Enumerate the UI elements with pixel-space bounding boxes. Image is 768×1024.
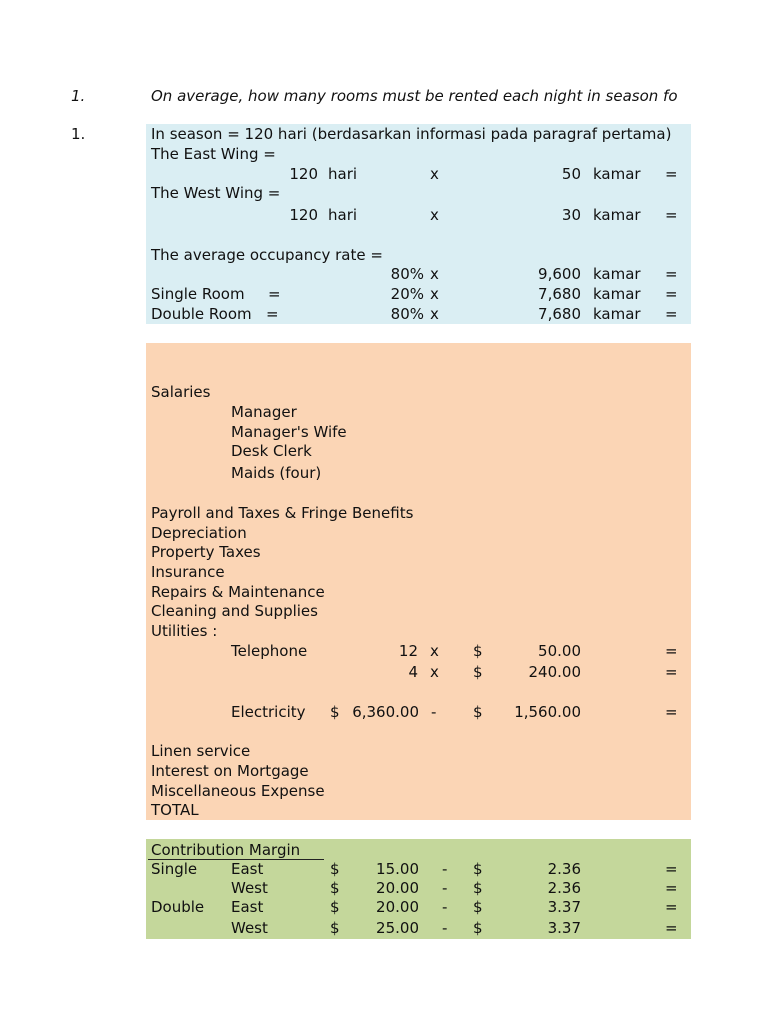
cm-op: -	[442, 860, 448, 878]
double-room-eq: =	[665, 305, 678, 323]
telephone2-currency: $	[473, 663, 483, 681]
west-days-unit: hari	[328, 206, 358, 224]
cm-price: 25.00	[376, 919, 419, 937]
double-room-eq1: =	[266, 305, 279, 323]
telephone-qty: 12	[398, 642, 418, 660]
contribution-title: Contribution Margin	[151, 841, 301, 859]
salaries-label: Salaries	[151, 383, 211, 401]
cm-wing: East	[231, 898, 264, 916]
west-wing-label: The West Wing =	[151, 184, 281, 202]
double-room-unit: kamar	[593, 305, 641, 323]
single-room-eq: =	[665, 285, 678, 303]
telephone-op: x	[430, 642, 439, 660]
east-days: 120	[289, 165, 318, 183]
east-days-unit: hari	[328, 165, 358, 183]
double-room-op: x	[430, 305, 439, 323]
telephone-amount: 50.00	[538, 642, 581, 660]
electricity-currency1: $	[330, 703, 340, 721]
cm-op: -	[442, 898, 448, 916]
cm-eq: =	[665, 919, 678, 937]
double-room-val: 7,680	[538, 305, 581, 323]
occupancy-val: 9,600	[538, 265, 581, 283]
cm-wing: West	[231, 879, 268, 897]
single-room-pct: 20%	[390, 285, 424, 303]
electricity-amount1: 6,360.00	[352, 703, 419, 721]
occupancy-eq: =	[665, 265, 678, 283]
electricity-eq: =	[665, 703, 678, 721]
telephone2-eq: =	[665, 663, 678, 681]
occupancy-label: The average occupancy rate =	[151, 246, 383, 264]
expense-item: Linen service	[151, 742, 251, 760]
cm-op: -	[442, 919, 448, 937]
cm-currency: $	[473, 898, 483, 916]
cm-eq: =	[665, 860, 678, 878]
expense-item: Repairs & Maintenance	[151, 583, 325, 601]
single-room-unit: kamar	[593, 285, 641, 303]
single-room-eq1: =	[268, 285, 281, 303]
occupancy-op: x	[430, 265, 439, 283]
expense-item: Property Taxes	[151, 543, 261, 561]
electricity-label: Electricity	[231, 703, 306, 721]
expense-item: Utilities :	[151, 622, 218, 640]
cm-price: 15.00	[376, 860, 419, 878]
single-room-val: 7,680	[538, 285, 581, 303]
telephone2-op: x	[430, 663, 439, 681]
west-op: x	[430, 206, 439, 224]
cm-wing: East	[231, 860, 264, 878]
cm-price: 20.00	[376, 879, 419, 897]
cm-currency: $	[330, 919, 340, 937]
cm-cost: 3.37	[547, 898, 581, 916]
electricity-amount2: 1,560.00	[514, 703, 581, 721]
cm-currency: $	[330, 879, 340, 897]
electricity-op: -	[431, 703, 437, 721]
cm-cost: 3.37	[547, 919, 581, 937]
cm-cost: 2.36	[547, 860, 581, 878]
cm-currency: $	[473, 879, 483, 897]
cm-cost: 2.36	[547, 879, 581, 897]
expense-item: Depreciation	[151, 524, 247, 542]
salary-item: Desk Clerk	[231, 442, 312, 460]
salary-item: Manager	[231, 403, 297, 421]
cm-currency: $	[330, 860, 340, 878]
west-days: 120	[289, 206, 318, 224]
cm-wing: West	[231, 919, 268, 937]
answer-number: 1.	[71, 125, 86, 143]
in-season-text: In season = 120 hari (berdasarkan informasi pada paragraf pertama)	[151, 125, 672, 143]
east-eq: =	[665, 165, 678, 183]
cm-type: Single	[151, 860, 198, 878]
double-room-label: Double Room	[151, 305, 252, 323]
telephone-currency: $	[473, 642, 483, 660]
cm-eq: =	[665, 879, 678, 897]
expense-item: Cleaning and Supplies	[151, 602, 318, 620]
telephone-eq: =	[665, 642, 678, 660]
east-op: x	[430, 165, 439, 183]
expense-item: Payroll and Taxes & Fringe Benefits	[151, 504, 414, 522]
electricity-currency2: $	[473, 703, 483, 721]
expense-item: Miscellaneous Expense	[151, 782, 325, 800]
cm-currency: $	[330, 898, 340, 916]
occupancy-pct: 80%	[390, 265, 424, 283]
double-room-pct: 80%	[390, 305, 424, 323]
east-wing-label: The East Wing =	[151, 145, 276, 163]
single-room-op: x	[430, 285, 439, 303]
cm-currency: $	[473, 919, 483, 937]
telephone-label: Telephone	[231, 642, 308, 660]
east-rooms-unit: kamar	[593, 165, 641, 183]
salary-item: Maids (four)	[231, 464, 322, 482]
cm-op: -	[442, 879, 448, 897]
east-rooms: 50	[561, 165, 581, 183]
question-number: 1.	[71, 87, 86, 105]
cm-type: Double	[151, 898, 205, 916]
telephone2-amount: 240.00	[528, 663, 581, 681]
west-rooms: 30	[561, 206, 581, 224]
cm-currency: $	[473, 860, 483, 878]
single-room-label: Single Room	[151, 285, 245, 303]
total-label: TOTAL	[151, 801, 199, 819]
telephone2-qty: 4	[408, 663, 418, 681]
west-rooms-unit: kamar	[593, 206, 641, 224]
salary-item: Manager's Wife	[231, 423, 347, 441]
occupancy-unit: kamar	[593, 265, 641, 283]
west-eq: =	[665, 206, 678, 224]
cm-eq: =	[665, 898, 678, 916]
expense-item: Interest on Mortgage	[151, 762, 309, 780]
cm-price: 20.00	[376, 898, 419, 916]
question-text: On average, how many rooms must be rented each night in season fo	[151, 87, 678, 105]
expense-item: Insurance	[151, 563, 225, 581]
